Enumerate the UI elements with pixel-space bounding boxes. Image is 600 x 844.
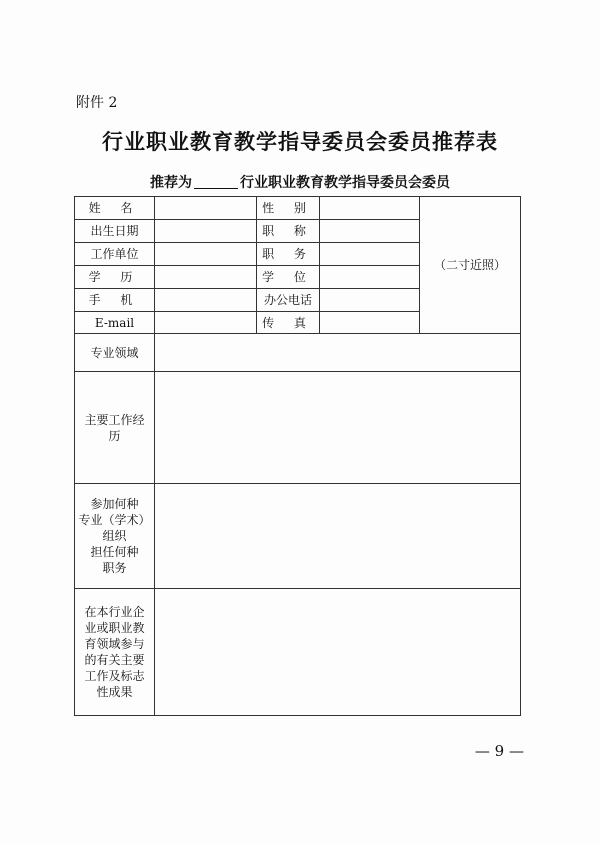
field-input[interactable]	[155, 334, 521, 372]
subtitle-suffix: 行业职业教育教学指导委员会委员	[240, 175, 450, 191]
photo-cell[interactable]: （二寸近照）	[420, 197, 521, 334]
committee-blank[interactable]	[194, 174, 238, 189]
gender-label: 性 别	[257, 197, 320, 220]
degree-label: 学 位	[257, 266, 320, 289]
name-label: 姓 名	[75, 197, 155, 220]
subtitle-prefix: 推荐为	[150, 175, 192, 191]
office-phone-label: 办公电话	[257, 289, 320, 312]
experience-input[interactable]	[155, 372, 521, 484]
recommendation-form	[74, 196, 521, 716]
experience-label: 主要工作经 历	[75, 372, 155, 484]
form-row-name	[75, 197, 521, 220]
form-row-achievements	[75, 589, 521, 716]
email-field[interactable]	[155, 312, 257, 334]
position-label: 职 务	[257, 243, 320, 266]
achievements-label: 在本行业企 业或职业教 育领域参与 的有关主要 工作及标志 性成果	[75, 589, 155, 716]
education-label: 学 历	[75, 266, 155, 289]
form-row-organization	[75, 484, 521, 589]
fax-label: 传 真	[257, 312, 320, 334]
form-row-field	[75, 334, 521, 372]
degree-field[interactable]	[320, 266, 420, 289]
organization-label: 参加何种 专业（学术） 组织 担任何种 职务	[75, 484, 155, 589]
page-number: — 9 —	[474, 742, 524, 760]
workplace-field[interactable]	[155, 243, 257, 266]
title-label: 职 称	[257, 220, 320, 243]
education-field[interactable]	[155, 266, 257, 289]
position-field[interactable]	[320, 243, 420, 266]
gender-field[interactable]	[320, 197, 420, 220]
attachment-label: 附件 2	[76, 95, 118, 111]
fax-field[interactable]	[320, 312, 420, 334]
email-label: E-mail	[75, 312, 155, 334]
title-field[interactable]	[320, 220, 420, 243]
organization-input[interactable]	[155, 484, 521, 589]
name-field[interactable]	[155, 197, 257, 220]
subtitle	[0, 172, 600, 192]
office-phone-field[interactable]	[320, 289, 420, 312]
form-row-experience	[75, 372, 521, 484]
field-label: 专业领域	[75, 334, 155, 372]
achievements-input[interactable]	[155, 589, 521, 716]
birth-label: 出生日期	[75, 220, 155, 243]
workplace-label: 工作单位	[75, 243, 155, 266]
birth-field[interactable]	[155, 220, 257, 243]
mobile-field[interactable]	[155, 289, 257, 312]
mobile-label: 手 机	[75, 289, 155, 312]
page-title: 行业职业教育教学指导委员会委员推荐表	[102, 129, 498, 154]
